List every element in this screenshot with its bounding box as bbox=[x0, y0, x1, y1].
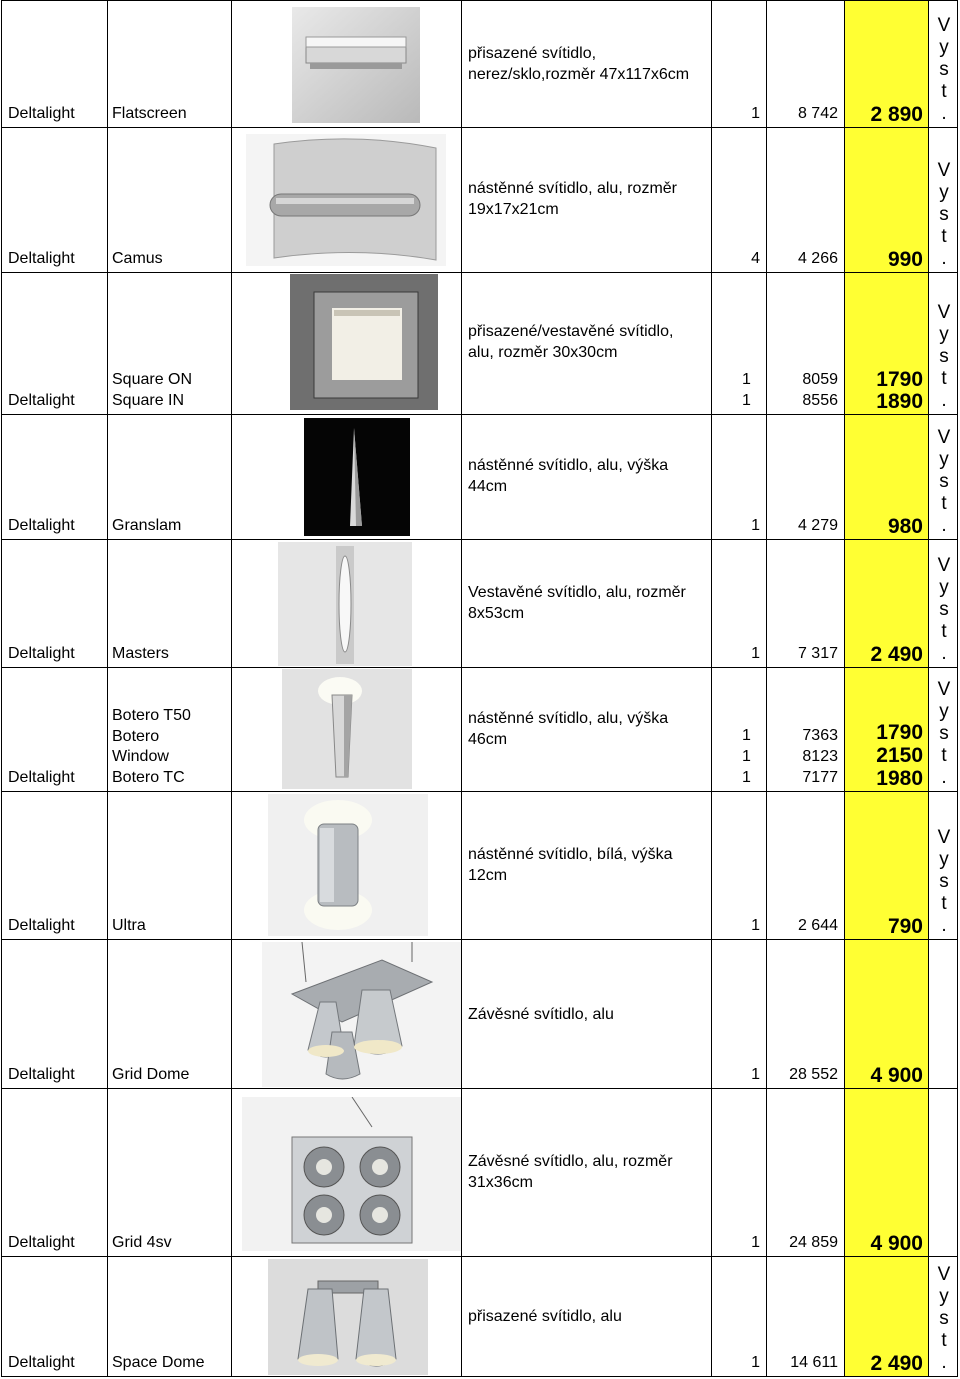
brand-cell bbox=[1, 273, 107, 414]
quantity-value: 1 bbox=[742, 727, 751, 744]
product-image-cell bbox=[231, 1089, 461, 1256]
code-value: 8556 bbox=[802, 392, 838, 409]
brand-cell bbox=[1, 668, 107, 791]
brand-label: Deltalight bbox=[8, 105, 75, 122]
product-name-cell bbox=[107, 940, 231, 1088]
quantity-value: 1 bbox=[751, 1066, 760, 1083]
code-value: 4 266 bbox=[797, 250, 838, 267]
quantity-cell bbox=[711, 792, 766, 939]
code-value: 8059 bbox=[802, 371, 838, 388]
product-name: Square ON bbox=[112, 371, 193, 388]
quantity-cell bbox=[711, 415, 766, 539]
price-value: 1790 bbox=[876, 721, 923, 744]
code-value: 7177 bbox=[802, 769, 838, 786]
status-cell bbox=[928, 1257, 958, 1376]
code-value: 28 552 bbox=[789, 1066, 838, 1083]
description-cell bbox=[461, 128, 711, 272]
table-row bbox=[1, 539, 958, 667]
description-line: Závěsné svítidlo, alu, rozměr bbox=[468, 1153, 673, 1170]
description-line: Vestavěné svítidlo, alu, rozměr bbox=[468, 584, 686, 601]
quantity-value: 1 bbox=[742, 748, 751, 765]
status-label: V y s t . bbox=[937, 15, 951, 124]
status-cell bbox=[928, 1, 958, 127]
brand-label: Deltalight bbox=[8, 1066, 75, 1083]
description-cell bbox=[461, 1, 711, 127]
quantity-cell bbox=[711, 540, 766, 667]
quantity-value: 1 bbox=[751, 1234, 760, 1251]
description-line: 31x36cm bbox=[468, 1174, 533, 1191]
brand-cell bbox=[1, 1, 107, 127]
brand-label: Deltalight bbox=[8, 1354, 75, 1371]
product-name: Grid Dome bbox=[112, 1065, 190, 1083]
botero-wall-light-photo bbox=[282, 669, 412, 789]
price-value: 4 900 bbox=[870, 1232, 923, 1255]
description-line: 8x53cm bbox=[468, 605, 525, 622]
product-name-cell bbox=[107, 128, 231, 272]
product-image-cell bbox=[231, 540, 461, 667]
product-name: Grid 4sv bbox=[112, 1233, 172, 1251]
code-cell bbox=[766, 415, 844, 539]
description-cell bbox=[461, 1089, 711, 1256]
product-name: Masters bbox=[112, 644, 169, 662]
description-line: nástěnné svítidlo, bílá, výška bbox=[468, 846, 673, 863]
product-name-cell bbox=[107, 540, 231, 667]
description-cell bbox=[461, 1257, 711, 1376]
status-cell bbox=[928, 940, 958, 1088]
product-name: Space Dome bbox=[112, 1353, 205, 1371]
code-value: 7363 bbox=[802, 727, 838, 744]
brand-cell bbox=[1, 540, 107, 667]
product-name-cell bbox=[107, 668, 231, 791]
status-cell bbox=[928, 1089, 958, 1256]
code-cell bbox=[766, 668, 844, 791]
quantity-value: 1 bbox=[742, 371, 751, 388]
masters-recessed-light-photo bbox=[278, 542, 412, 666]
description-cell bbox=[461, 273, 711, 414]
brand-cell bbox=[1, 128, 107, 272]
code-cell bbox=[766, 128, 844, 272]
quantity-value: 1 bbox=[751, 517, 760, 534]
price-value: 2 490 bbox=[870, 643, 923, 666]
description-cell bbox=[461, 792, 711, 939]
product-name-cell bbox=[107, 415, 231, 539]
brand-label: Deltalight bbox=[8, 392, 75, 409]
status-label: V y s t . bbox=[937, 160, 951, 269]
product-name: Ultra bbox=[112, 916, 146, 934]
product-name: Botero T50 bbox=[112, 707, 191, 724]
description-cell bbox=[461, 540, 711, 667]
product-name-cell bbox=[107, 1257, 231, 1376]
description-line: nástěnné svítidlo, alu, rozměr bbox=[468, 180, 677, 197]
code-cell bbox=[766, 273, 844, 414]
price-cell bbox=[844, 1, 928, 127]
price-value: 2 490 bbox=[870, 1352, 923, 1375]
camus-wall-light-photo bbox=[246, 134, 446, 266]
code-cell bbox=[766, 1, 844, 127]
ultra-wall-light-photo bbox=[268, 794, 428, 936]
status-label: V y s t . bbox=[937, 827, 951, 936]
description-line: nástěnné svítidlo, alu, výška bbox=[468, 710, 669, 727]
description-line: 44cm bbox=[468, 478, 508, 495]
flatscreen-wall-light-photo bbox=[292, 7, 420, 123]
product-name: Botero bbox=[112, 727, 160, 745]
table-row bbox=[1, 667, 958, 791]
price-value: 2150 bbox=[876, 744, 923, 767]
price-value: 1890 bbox=[876, 390, 923, 413]
price-cell bbox=[844, 540, 928, 667]
product-image-cell bbox=[231, 1, 461, 127]
square-wall-light-photo bbox=[290, 274, 438, 410]
status-label: V y s t . bbox=[937, 555, 951, 664]
quantity-cell bbox=[711, 940, 766, 1088]
product-name-cell bbox=[107, 273, 231, 414]
price-cell bbox=[844, 1257, 928, 1376]
product-image-cell bbox=[231, 415, 461, 539]
status-cell bbox=[928, 128, 958, 272]
quantity-cell bbox=[711, 668, 766, 791]
quantity-value: 1 bbox=[751, 1354, 760, 1371]
table-row bbox=[1, 272, 958, 414]
table-row bbox=[1, 414, 958, 539]
price-cell bbox=[844, 792, 928, 939]
code-value: 2 644 bbox=[797, 917, 838, 934]
product-image-cell bbox=[231, 273, 461, 414]
product-name: Window bbox=[112, 748, 169, 765]
quantity-cell bbox=[711, 1089, 766, 1256]
product-name: Flatscreen bbox=[112, 104, 187, 122]
brand-label: Deltalight bbox=[8, 769, 75, 786]
code-value: 24 859 bbox=[789, 1234, 838, 1251]
space-dome-ceiling-light-photo bbox=[268, 1259, 428, 1375]
price-value: 1980 bbox=[876, 767, 923, 790]
code-cell bbox=[766, 940, 844, 1088]
price-cell bbox=[844, 940, 928, 1088]
price-value: 980 bbox=[887, 515, 923, 538]
code-value: 8 742 bbox=[797, 105, 838, 122]
description-line: alu, rozměr 30x30cm bbox=[468, 344, 618, 361]
table-row bbox=[1, 939, 958, 1088]
code-value: 8123 bbox=[802, 748, 838, 765]
code-cell bbox=[766, 540, 844, 667]
code-value: 7 317 bbox=[797, 645, 838, 662]
status-cell bbox=[928, 792, 958, 939]
price-cell bbox=[844, 415, 928, 539]
status-label: V y s t . bbox=[937, 427, 951, 536]
granslam-wall-light-photo bbox=[304, 418, 410, 536]
product-image-cell bbox=[231, 128, 461, 272]
brand-cell bbox=[1, 415, 107, 539]
product-name: Square IN bbox=[112, 391, 185, 409]
description-line: nástěnné svítidlo, alu, výška bbox=[468, 457, 669, 474]
description-line: Závěsné svítidlo, alu bbox=[468, 1006, 614, 1023]
brand-label: Deltalight bbox=[8, 1234, 75, 1251]
brand-cell bbox=[1, 1257, 107, 1376]
quantity-value: 1 bbox=[751, 917, 760, 934]
table-row bbox=[1, 127, 958, 272]
price-value: 4 900 bbox=[870, 1064, 923, 1087]
status-label: V y s t . bbox=[937, 302, 951, 411]
brand-cell bbox=[1, 1089, 107, 1256]
brand-label: Deltalight bbox=[8, 917, 75, 934]
brand-label: Deltalight bbox=[8, 645, 75, 662]
table-row bbox=[1, 1088, 958, 1256]
status-label: V y s t . bbox=[937, 679, 951, 788]
status-label: V y s t . bbox=[937, 1264, 951, 1373]
product-name-cell bbox=[107, 792, 231, 939]
description-cell bbox=[461, 940, 711, 1088]
product-image-cell bbox=[231, 792, 461, 939]
product-name: Camus bbox=[112, 249, 163, 267]
code-value: 14 611 bbox=[790, 1354, 838, 1371]
description-line: 12cm bbox=[468, 867, 508, 884]
price-value: 790 bbox=[887, 915, 923, 938]
price-cell bbox=[844, 1089, 928, 1256]
description-line: 46cm bbox=[468, 731, 508, 748]
product-name: Granslam bbox=[112, 516, 182, 534]
status-cell bbox=[928, 540, 958, 667]
quantity-cell bbox=[711, 128, 766, 272]
description-line: přisazené svítidlo, alu bbox=[468, 1308, 622, 1325]
brand-label: Deltalight bbox=[8, 250, 75, 267]
quantity-value: 4 bbox=[751, 250, 760, 267]
price-value: 990 bbox=[887, 248, 923, 271]
description-line: 19x17x21cm bbox=[468, 201, 559, 218]
code-cell bbox=[766, 1257, 844, 1376]
status-cell bbox=[928, 273, 958, 414]
quantity-value: 1 bbox=[751, 645, 760, 662]
product-image-cell bbox=[231, 940, 461, 1088]
quantity-value: 1 bbox=[742, 392, 751, 409]
grid-4sv-pendant-photo bbox=[242, 1097, 462, 1251]
product-name: Botero TC bbox=[112, 768, 185, 786]
product-name-cell bbox=[107, 1089, 231, 1256]
description-line: nerez/sklo,rozměr 47x117x6cm bbox=[468, 66, 690, 83]
description-line: přisazené svítidlo, bbox=[468, 45, 597, 62]
brand-cell bbox=[1, 940, 107, 1088]
quantity-value: 1 bbox=[742, 769, 751, 786]
brand-cell bbox=[1, 792, 107, 939]
description-line: přisazené/vestavěné svítidlo, bbox=[468, 323, 674, 340]
code-cell bbox=[766, 792, 844, 939]
quantity-cell bbox=[711, 273, 766, 414]
quantity-cell bbox=[711, 1, 766, 127]
status-cell bbox=[928, 415, 958, 539]
description-cell bbox=[461, 415, 711, 539]
price-value: 2 890 bbox=[870, 103, 923, 126]
price-cell bbox=[844, 668, 928, 791]
status-cell bbox=[928, 668, 958, 791]
product-name-cell bbox=[107, 1, 231, 127]
code-cell bbox=[766, 1089, 844, 1256]
product-image-cell bbox=[231, 1257, 461, 1376]
brand-label: Deltalight bbox=[8, 517, 75, 534]
code-value: 4 279 bbox=[797, 517, 838, 534]
description-cell bbox=[461, 668, 711, 791]
table-row bbox=[1, 791, 958, 939]
table-row bbox=[1, 1256, 958, 1377]
quantity-value: 1 bbox=[751, 105, 760, 122]
price-cell bbox=[844, 128, 928, 272]
price-cell bbox=[844, 273, 928, 414]
price-value: 1790 bbox=[876, 368, 923, 391]
grid-dome-pendant-photo bbox=[262, 942, 462, 1087]
table-row bbox=[1, 0, 958, 127]
quantity-cell bbox=[711, 1257, 766, 1376]
product-image-cell bbox=[231, 668, 461, 791]
